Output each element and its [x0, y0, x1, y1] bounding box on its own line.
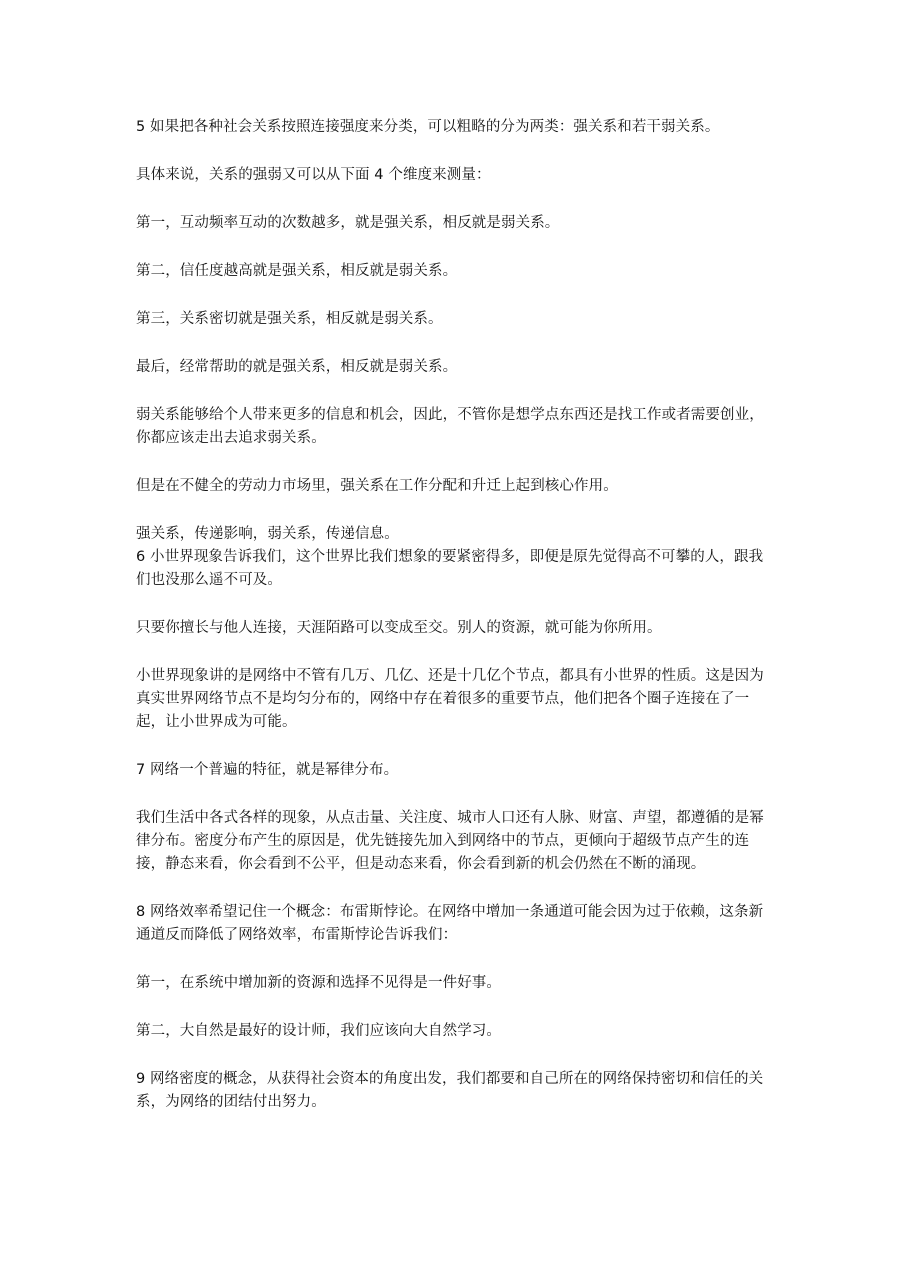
paragraph-14: 我们生活中各式各样的现象，从点击量、关注度、城市人口还有人脉、财富、声望，都遵循的是幂律分布。密度分布产生的原因是，优先链接先加入到网络中的节点，更倾向于超级节点产生的连接，静态来看，你会看到不公平，但是动态来看，你会看到新的机会仍然在不断的涌现。: [136, 810, 764, 872]
paragraph-5: 第三，关系密切就是强关系，相反就是弱关系。: [136, 311, 443, 327]
paragraph-12: 小世界现象讲的是网络中不管有几万、几亿、还是十几亿个节点，都具有小世界的性质。这是因为真实世界网络节点不是均匀分布的，网络中存在着很多的重要节点，他们把各个圈子连接在了一起，让小世界成为可能。: [136, 668, 764, 730]
paragraph-18: 9 网络密度的概念，从获得社会资本的角度出发，我们都要和自己所在的网络保持密切和信任的关系，为网络的团结付出努力。: [136, 1071, 764, 1110]
document-page: [136, 116, 776, 1139]
paragraph-8: 但是在不健全的劳动力市场里，强关系在工作分配和升迁上起到核心作用。: [136, 478, 618, 494]
paragraph-9: 强关系，传递影响，弱关系，传递信息。: [136, 526, 399, 542]
paragraph-7: 弱关系能够给个人带来更多的信息和机会，因此，不管你是想学点东西还是找工作或者需要创业，你都应该走出去追求弱关系。: [136, 407, 764, 446]
paragraph-10: 6 小世界现象告诉我们，这个世界比我们想象的要紧密得多，即便是原先觉得高不可攀的人，跟我们也没那么遥不可及。: [136, 549, 764, 588]
paragraph-11: 只要你擅长与他人连接，天涯陌路可以变成至交。别人的资源，就可能为你所用。: [136, 620, 662, 636]
paragraph-13: 7 网络一个普遍的特征，就是幂律分布。: [136, 762, 399, 778]
paragraph-3: 第一，互动频率互动的次数越多，就是强关系，相反就是弱关系。: [136, 215, 560, 231]
paragraph-2: 具体来说，关系的强弱又可以从下面 4 个维度来测量：: [136, 167, 491, 183]
paragraph-16: 第一，在系统中增加新的资源和选择不见得是一件好事。: [136, 975, 501, 991]
paragraph-6: 最后，经常帮助的就是强关系，相反就是弱关系。: [136, 359, 458, 375]
paragraph-1: 5 如果把各种社会关系按照连接强度来分类，可以粗略的分为两类：强关系和若干弱关系。: [136, 119, 720, 135]
paragraph-15: 8 网络效率希望记住一个概念：布雷斯悖论。在网络中增加一条通道可能会因为过于依赖，这条新通道反而降低了网络效率，布雷斯悖论告诉我们：: [136, 904, 764, 943]
paragraph-17: 第二，大自然是最好的设计师，我们应该向大自然学习。: [136, 1023, 501, 1039]
paragraph-4: 第二，信任度越高就是强关系，相反就是弱关系。: [136, 263, 458, 279]
